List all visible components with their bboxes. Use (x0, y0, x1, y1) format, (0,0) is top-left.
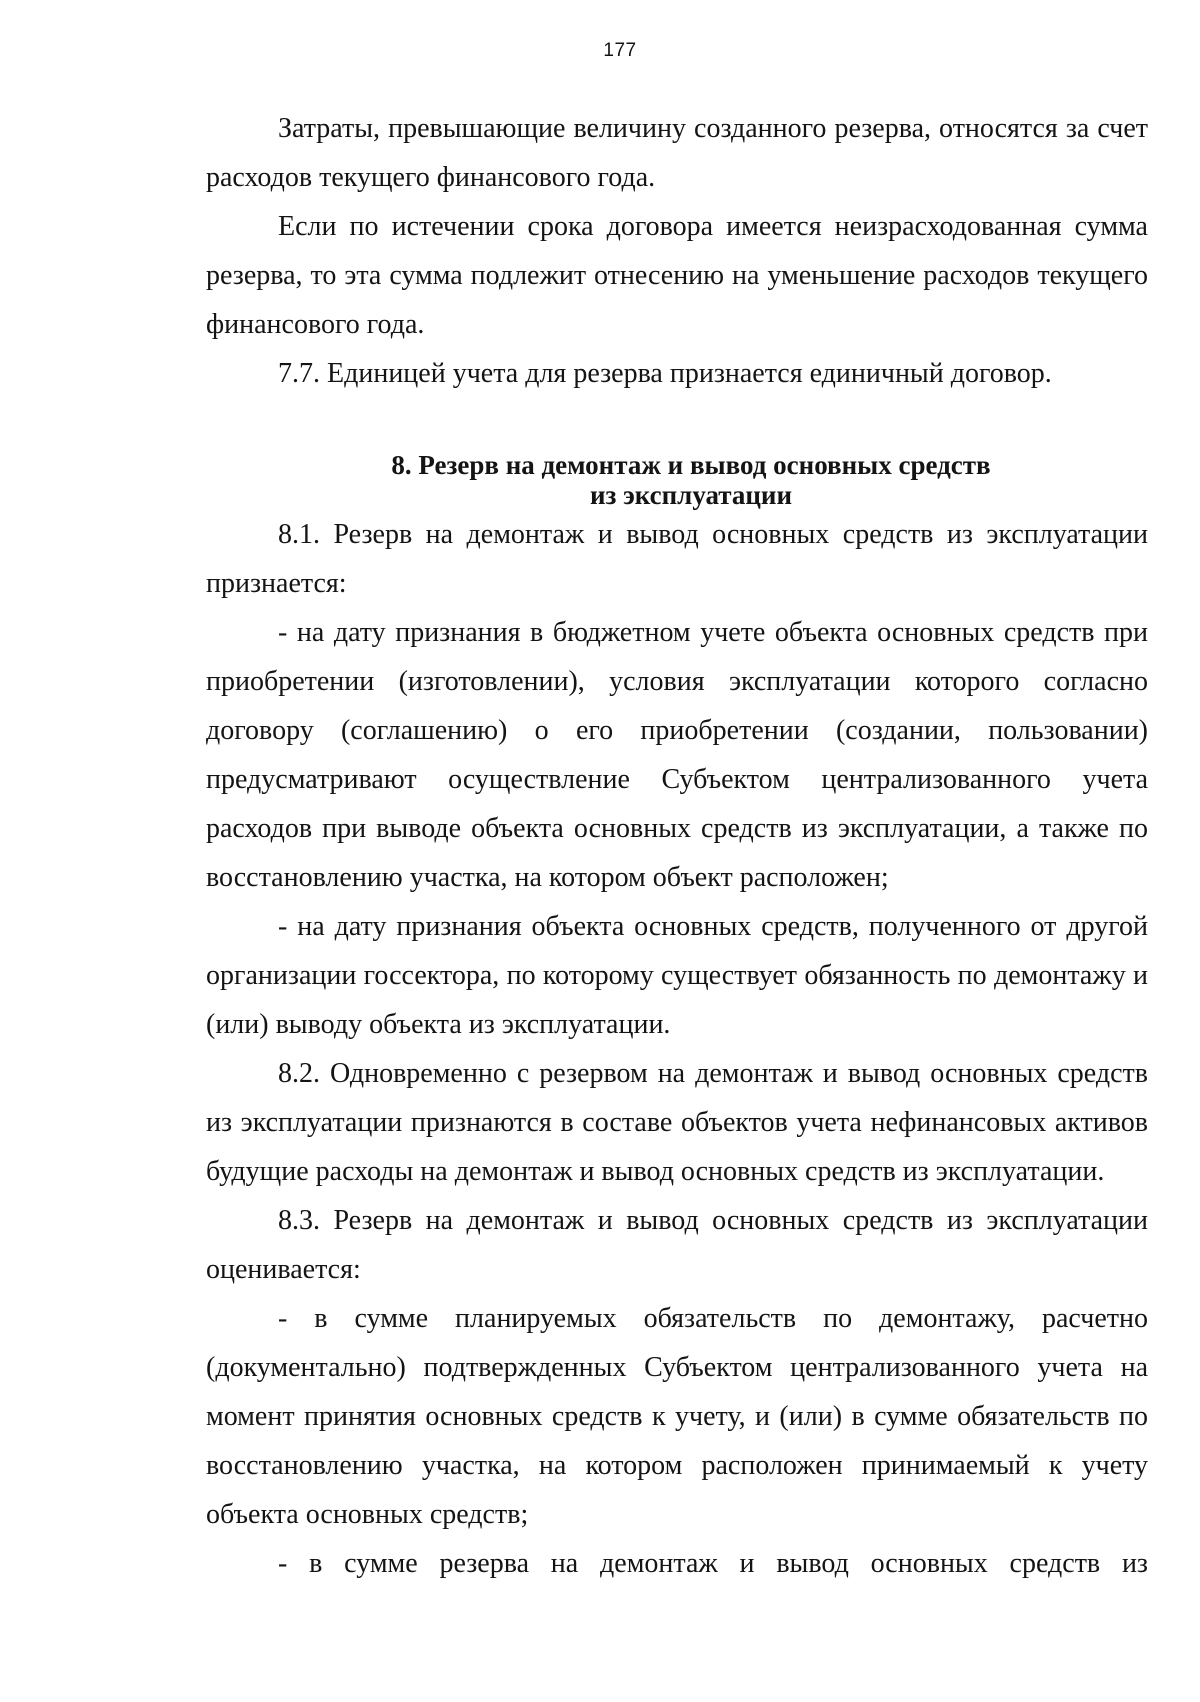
paragraph: - в сумме планируемых обязательств по демонтажу, расчетно (документально) подтвержденных Субъектом централизованного учета на момент принятия основных средств к учету, и (или) в сумме обязательств по восстановлению участка, на котором расположен принимаемый к учету объекта основных средств; (206, 1303, 1148, 1530)
section-heading (206, 450, 1148, 510)
section-heading-line-1: 8. Резерв на демонтаж и вывод основных средств (391, 450, 991, 480)
paragraph: 7.7. Единицей учета для резерва признается единичный договор. (278, 358, 1052, 389)
paragraph: - в сумме резерва на демонтаж и вывод основных средств из (278, 1548, 1148, 1579)
document-body (206, 104, 1148, 1588)
section-heading-line-2: из эксплуатации (589, 480, 793, 510)
paragraph: Затраты, превышающие величину созданного резерва, относятся за счет расходов текущего финансового года. (206, 113, 1148, 193)
paragraph: 8.3. Резерв на демонтаж и вывод основных средств из эксплуатации оценивается: (206, 1205, 1148, 1285)
paragraph: - на дату признания объекта основных средств, полученного от другой организации госсектора, по которому существует обязанность по демонтажу и (или) выводу объекта из эксплуатации. (206, 911, 1148, 1040)
paragraph: 8.2. Одновременно с резервом на демонтаж и вывод основных средств из эксплуатации признаются в составе объектов учета нефинансовых активов будущие расходы на демонтаж и вывод основных средств из эксплуатации. (206, 1058, 1148, 1187)
paragraph: Если по истечении срока договора имеется неизрасходованная сумма резерва, то эта сумма подлежит отнесению на уменьшение расходов текущего финансового года. (206, 211, 1148, 340)
paragraph: 8.1. Резерв на демонтаж и вывод основных средств из эксплуатации признается: (206, 519, 1148, 599)
paragraph: - на дату признания в бюджетном учете объекта основных средств при приобретении (изготовлении), условия эксплуатации которого согласно договору (соглашению) о его приобретении (создании, пользовании) предусматривают осуществление Субъектом централизованного учета расходов при выводе объекта основных средств из эксплуатации, а также по восстановлению участка, на котором объект расположен; (206, 617, 1148, 893)
page-number: 177 (603, 40, 637, 61)
